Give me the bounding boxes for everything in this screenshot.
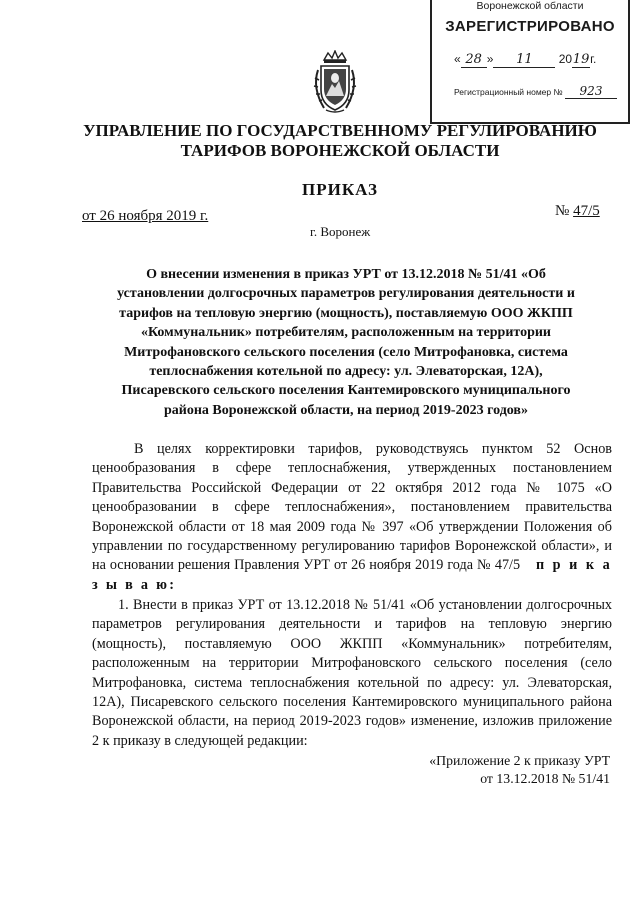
stamp-date-day: 28 xyxy=(465,52,482,67)
document-date: от 26 ноября 2019 г. xyxy=(82,208,209,224)
registration-stamp xyxy=(430,0,630,124)
document-subject xyxy=(80,265,612,420)
stamp-org-line2: Воронежской области xyxy=(476,0,584,12)
appendix-reference xyxy=(350,752,610,788)
document-number xyxy=(555,203,600,220)
authority-name-line1: УПРАВЛЕНИЕ ПО ГОСУДАРСТВЕННОМУ РЕГУЛИРОВАНИЮ xyxy=(83,121,597,140)
document-city: г. Воронеж xyxy=(310,224,371,239)
preamble-text: В целях корректировки тарифов, руководствуясь пунктом 52 Основ ценообразования в сфере теплоснабжения, утвержденных постановлением Правительства Российской Федерации от 22 октября 2012 года № 1075 «О ценообразовании в сфере теплоснабжения», постановлением правительства Воронежской области от 18 мая 2009 года № 397 «Об утверждении Положения об управлении по государственному регулированию тарифов Воронежской области», и на основании решения Правления УРТ от 26 ноября 2019 года № 47/5 xyxy=(92,441,612,574)
document-number-prefix: № xyxy=(555,203,570,219)
subject-line: «Коммунальник» потребителям, расположенным на территории xyxy=(140,325,552,341)
appendix-line1: «Приложение 2 к приказу УРТ xyxy=(429,753,610,768)
stamp-date-year-prefix: 20 xyxy=(558,52,573,66)
stamp-date-year-end: г. xyxy=(590,52,597,66)
stamp-reg-number: 923 xyxy=(565,84,617,99)
subject-line: установлении долгосрочных параметров регулирования деятельности и xyxy=(117,286,575,302)
coat-of-arms-emblem xyxy=(310,50,360,116)
order-item-1-text: 1. Внести в приказ УРТ от 13.12.2018 № 51/41 «Об установлении долгосрочных параметров регулирования деятельности и тарифов на тепловую энергию (мощность), поставляемую ООО ЖКПП «Коммунальник» потребителям, расположенным на территории Митрофановского сельского поселения (село Митрофановка, система теплоснабжения котельной по адресу: ул. Элеваторская, 12А), Писаревского сельского поселения Кантемировского муниципального района Воронежской области, на период 2019-2023 годов» изменение, изложив приложение 2 к приказу в следующей редакции: xyxy=(92,597,612,749)
authority-name-line2: ТАРИФОВ ВОРОНЕЖСКОЙ ОБЛАСТИ xyxy=(180,141,500,160)
subject-line: теплоснабжения котельной по адресу: ул. Элеваторская, 12А), xyxy=(149,364,543,380)
stamp-date-month: 11 xyxy=(516,52,533,67)
stamp-title: ЗАРЕГИСТРИРОВАНО xyxy=(445,18,615,35)
stamp-reg-label: Регистрационный номер № xyxy=(454,87,563,97)
document-type-title: ПРИКАЗ xyxy=(302,180,378,199)
document-number-value: 47/5 xyxy=(573,203,600,219)
subject-line: района Воронежской области, на период 2019-2023 годов» xyxy=(164,402,528,418)
stamp-date-year-suffix: 19 xyxy=(572,52,590,67)
stamp-date: « 28 » 11 2019г. xyxy=(454,52,597,67)
subject-line: тарифов на тепловую энергию (мощность), поставляемую ООО ЖКПП xyxy=(119,305,573,321)
stamp-registration xyxy=(454,84,626,99)
order-word: п р и к а з ы в а ю: xyxy=(92,557,612,593)
preamble-paragraph xyxy=(92,440,612,595)
subject-line: О внесении изменения в приказ УРТ от 13.12.2018 № 51/41 «Об xyxy=(146,267,546,282)
appendix-line2: от 13.12.2018 № 51/41 xyxy=(480,771,610,786)
subject-line: Писаревского сельского поселения Кантемировского муниципального xyxy=(121,383,571,399)
order-item-1 xyxy=(92,596,612,751)
subject-line: Митрофановского сельского поселения (село Митрофановка, система xyxy=(124,344,568,360)
